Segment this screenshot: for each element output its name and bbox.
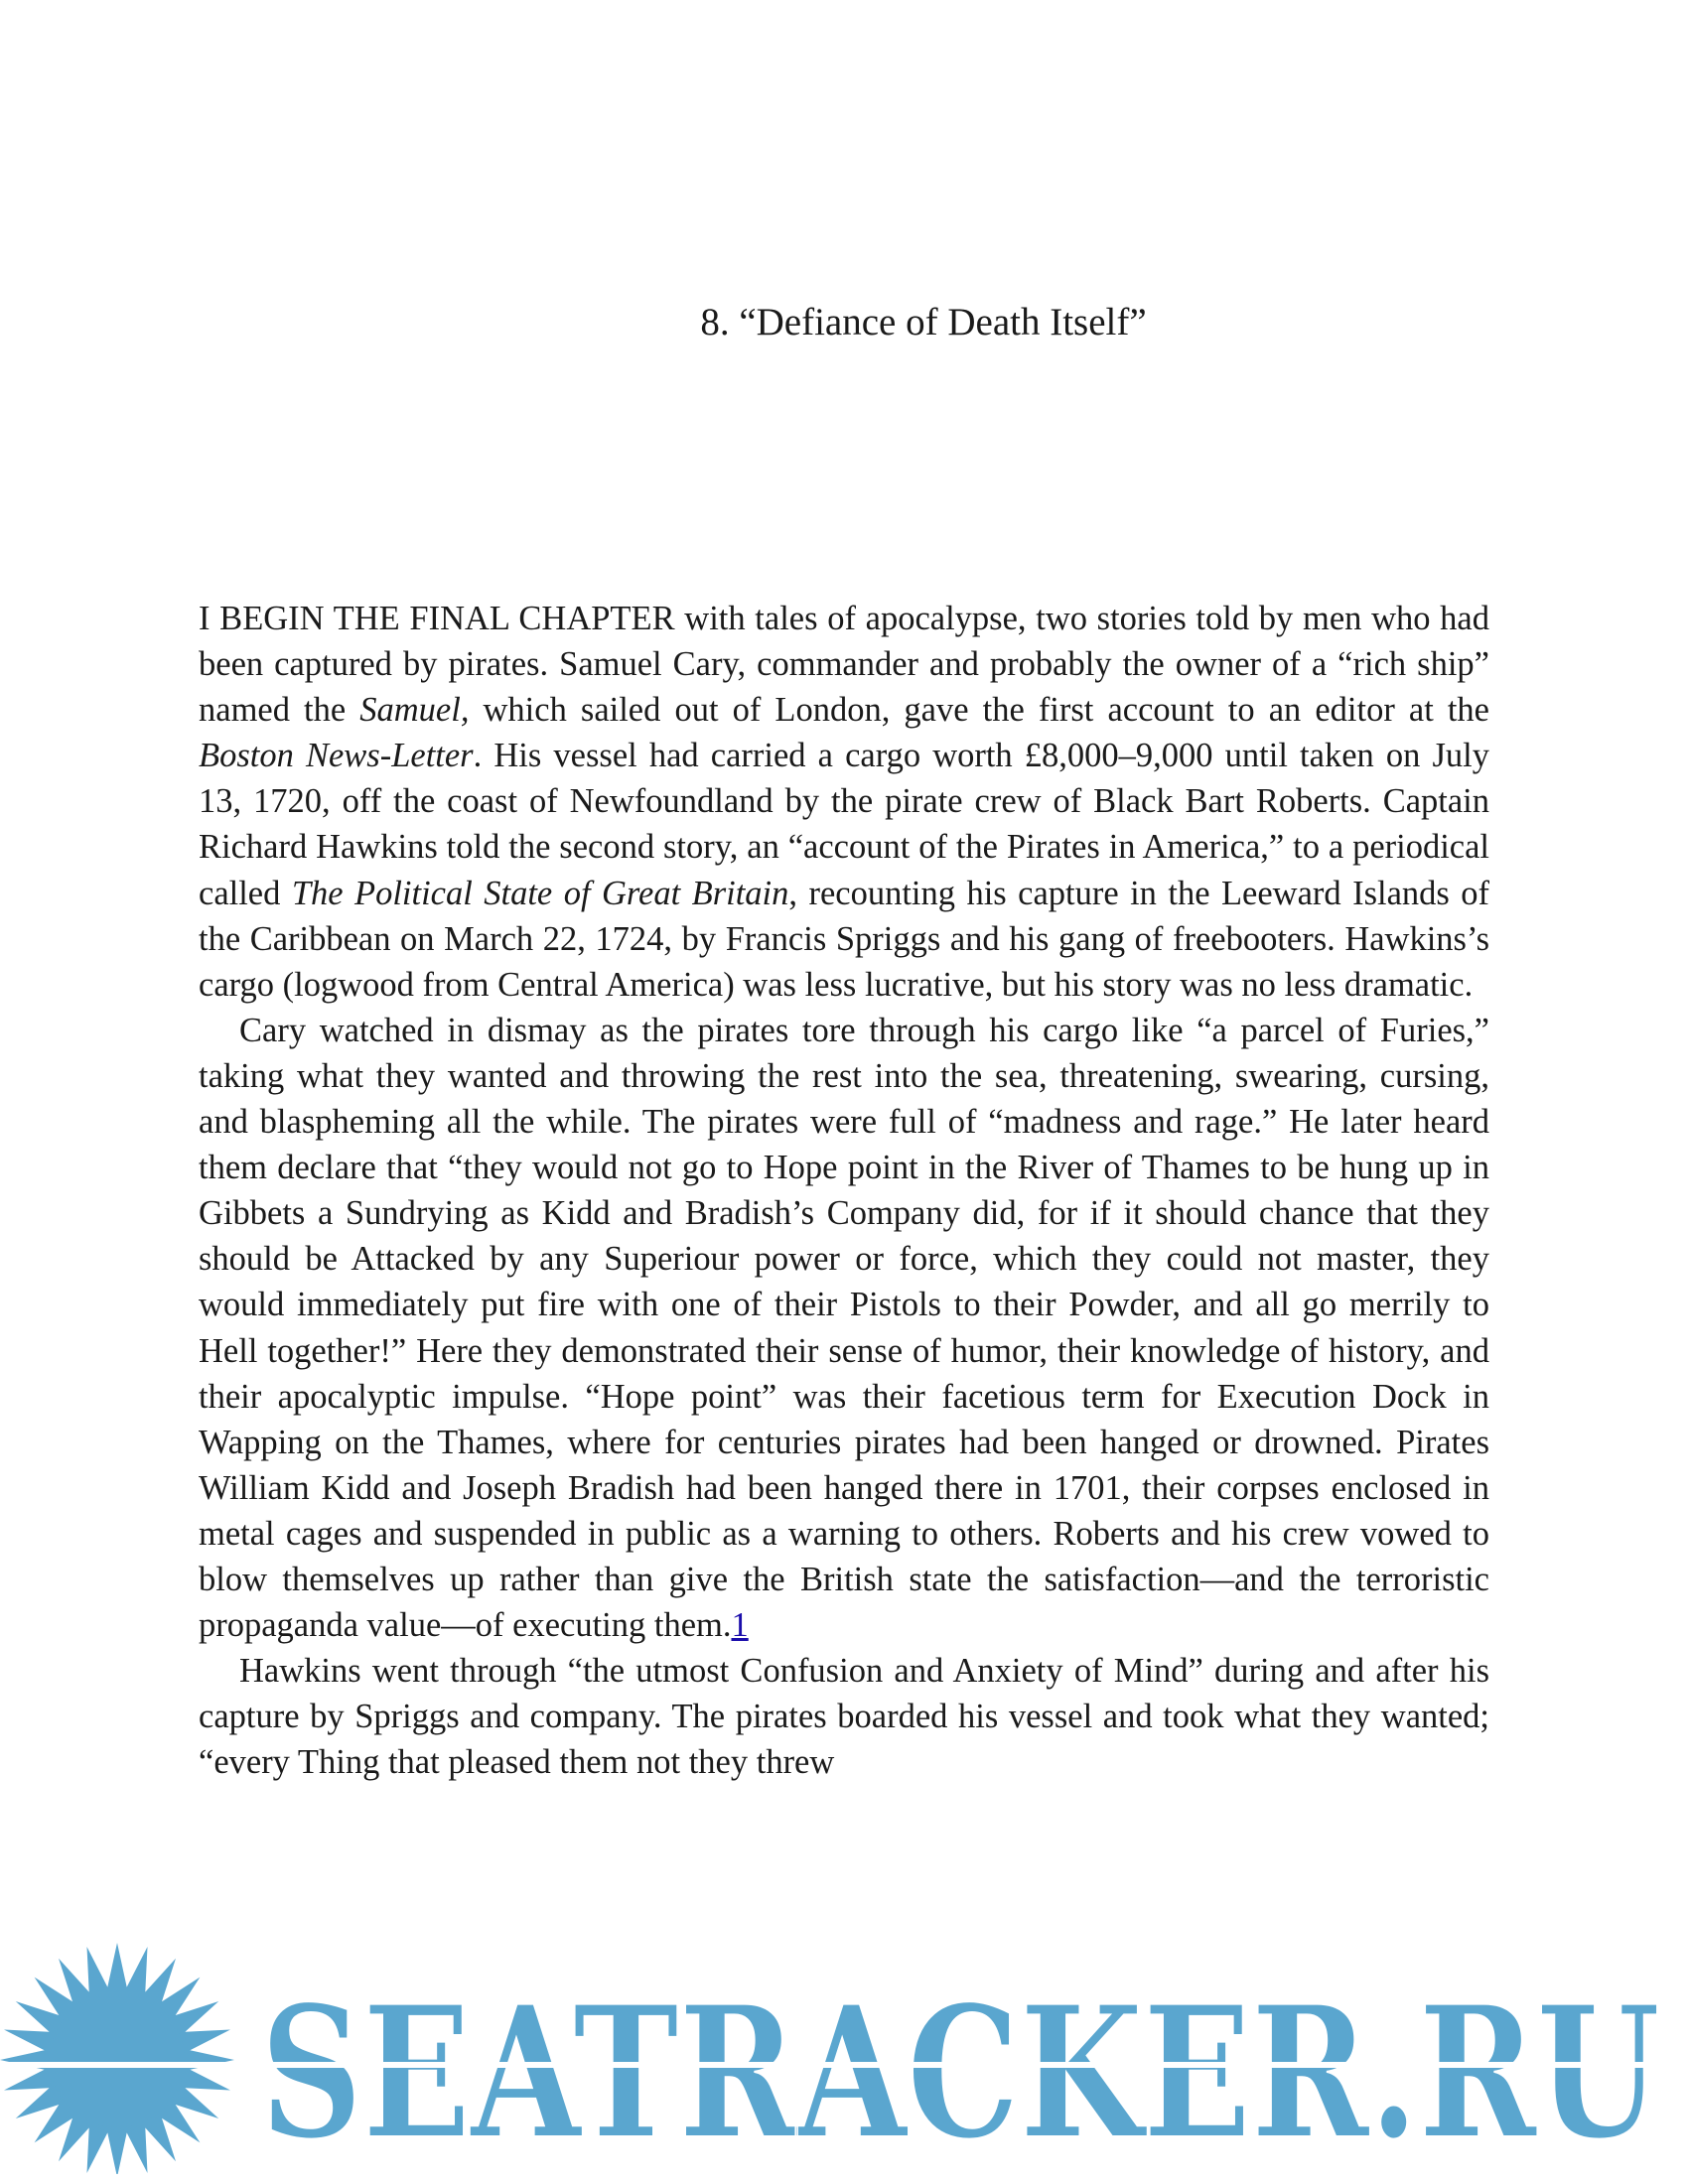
opening-small-caps: I BEGIN THE FINAL CHAPTER	[199, 600, 675, 637]
chapter-title: 8. “Defiance of Death Itself”	[700, 301, 1147, 343]
paragraph-1-text-c: . His vessel had carried a cargo worth £8,000–9,000 until taken on July 13, 1720, off the coast of Newfoundland by the pirate crew of Black Bart Roberts. Captain Richard Hawkins told the second story, an “account of the Pirates in America,” to a periodical called	[199, 737, 1490, 912]
footnote-link[interactable]: 1	[731, 1606, 749, 1645]
paragraph-2-text: Cary watched in dismay as the pirates tore through his cargo like “a parcel of Furies,” taking what they wanted and throwing the rest into the sea, threatening, swearing, cursing, and blaspheming all the while. The pirates were full of “madness and rage.” He later heard them declare that “they would not go to Hope point in the River of Thames to be hung up in Gibbets a Sundrying as Kidd and Bradish’s Company did, for if it should chance that they should be Attacked by any Superiour power or force, which they could not master, they would immediately put fire with one of their Pistols to their Powder, and all go merrily to Hell together!” Here they demonstrated their sense of humor, their knowledge of history, and their apocalyptic impulse. “Hope point” was their facetious term for Execution Dock in Wapping on the Thames, where for centuries pirates had been hanged or drowned. Pirates William Kidd and Joseph Bradish had been hanged there in 1701, their corpses enclosed in metal cages and suspended in public as a warning to others. Roberts and his crew vowed to blow themselves up rather than give the British state the satisfaction—and the terroristic propaganda value—of executing them.	[199, 1011, 1489, 1645]
paragraph-3	[199, 1648, 1489, 1785]
newspaper-title: Boston News-Letter	[199, 737, 474, 775]
paragraph-2	[199, 1008, 1489, 1648]
paragraph-1-text-a: with tales of apocalypse, two stories told by men who had been captured by pirates. Samuel Cary, commander and probably the owner of a “rich ship” named the	[199, 600, 1489, 730]
sun-icon	[0, 1943, 234, 2174]
paragraph-1-text-d: , recounting his capture in the Leeward Islands of the Caribbean on March 22, 1724, by Francis Spriggs and his gang of freebooters. Hawkins’s cargo (logwood from Central America) was less lucrative, but his story was no less dramatic.	[199, 874, 1490, 1004]
paragraph-1-text-b: which sailed out of London, gave the first account to an editor at the	[469, 691, 1489, 730]
ship-name-samuel: Samuel,	[359, 691, 470, 730]
chapter-body	[199, 596, 1489, 1785]
periodical-title: The Political State of Great Britain	[291, 874, 789, 912]
watermark-logo	[0, 1916, 1688, 2174]
paragraph-3-text: Hawkins went through “the utmost Confusion and Anxiety of Mind” during and after his capture by Spriggs and company. The pirates boarded his vessel and took what they wanted; “every Thing that pleased them not they threw	[199, 1652, 1489, 1782]
paragraph-1	[199, 596, 1489, 1008]
watermark-text: SEATRACKER.RU	[260, 1967, 1660, 2174]
